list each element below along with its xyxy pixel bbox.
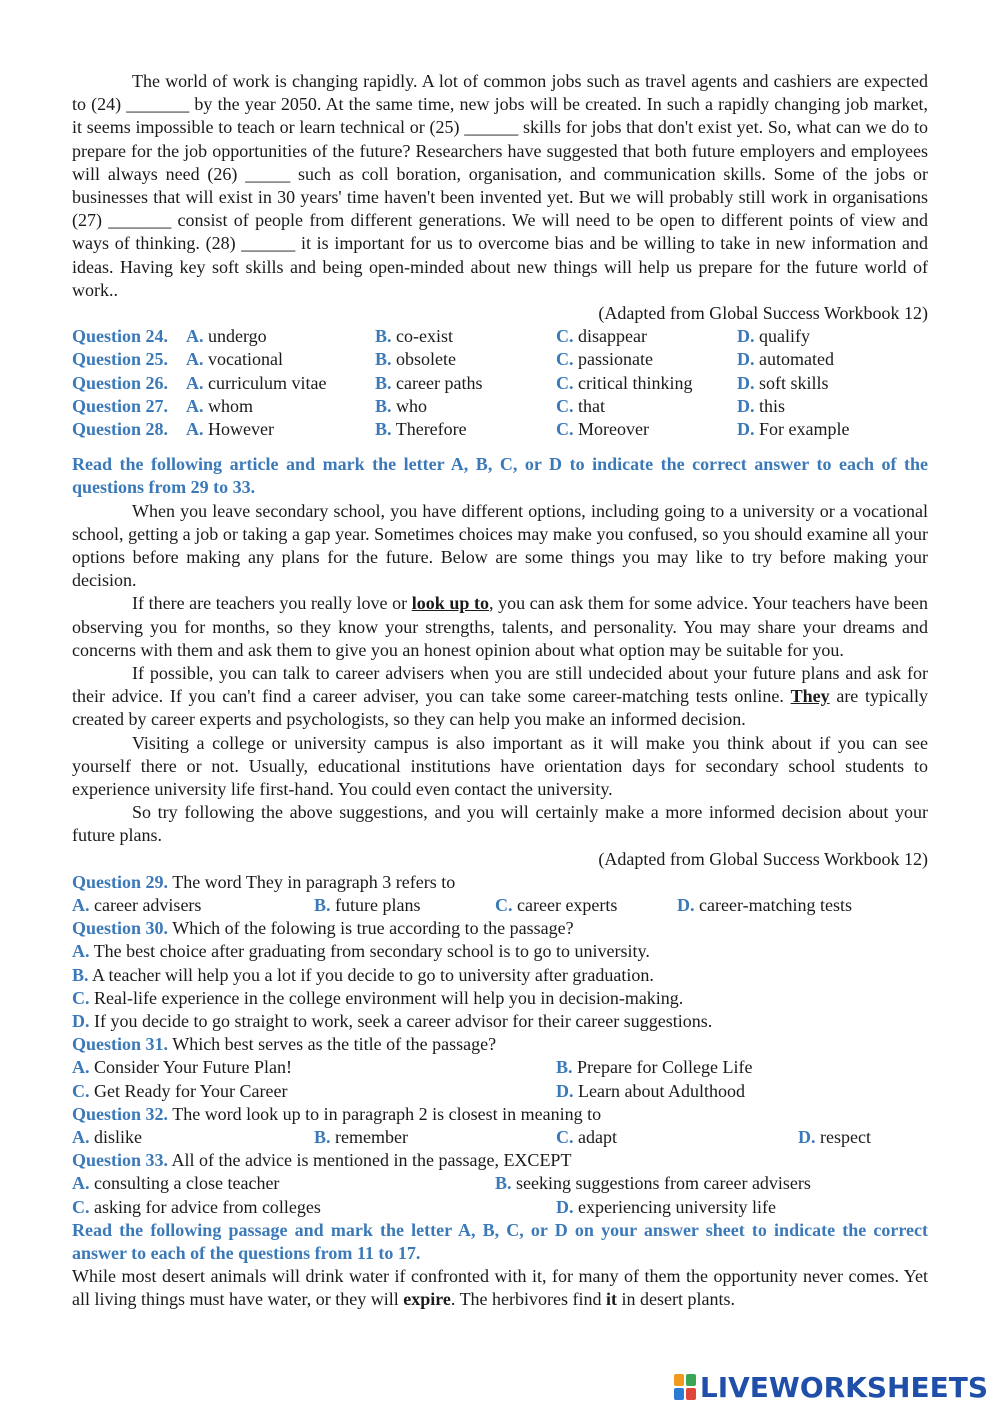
passage2-paragraph-2: If there are teachers you really love or look up to, you can ask them for some advice. Your teachers have been observing you for months, so they know your strengths, talents, and personality. You may share your dreams and concerns with them and ask them to give you an honest opinion about what option may be suitable for you. (72, 593, 929, 660)
liveworksheets-logo-icon (674, 1374, 696, 1400)
question-33-options-row1 (72, 1172, 928, 1195)
q30-option-c[interactable]: C. Real-life experience in the college environment will help you in decision-making. (72, 987, 684, 1008)
option-b[interactable]: B. who (375, 395, 428, 416)
option-d[interactable]: D. this (737, 395, 786, 416)
logo-text: LIVEWORKSHEETS (699, 1370, 988, 1404)
passage1-paragraph: The world of work is changing rapidly. A lot of common jobs such as travel agents and cashiers are expected to (24) _______ by the year 2050. At the same time, new jobs will be created. In such a rapidly changing job market, it seems impossible to teach or learn technical or (25) ______ skills for jobs that don't exist yet. So, what can we do to prepare for the job opportunities of the future? Researchers have suggested that both future employers and employees will always need (26) _____ such as coll boration, organisation, and communication skills. Some of the jobs or businesses that will exist in 30 years' time haven't been invented yet. But we will probably still work in organisations (27) _______ consist of people from different generations. We will need to be open to different points of view and ways of thinking. (28) ______ it is important for us to overcome bias and be willing to take in new information and ideas. Having key soft skills and being open-minded about new things will help us prepare for the future world of work.. (72, 71, 928, 300)
question-33-stem: Question 33. All of the advice is mentioned in the passage, EXCEPT (72, 1150, 572, 1171)
question-29-stem: Question 29. The word They in paragraph 3 refers to (72, 871, 456, 892)
instruction-11-17: Read the following passage and mark the letter A, B, C, or D on your answer sheet to indicate the correct answer to each of the questions from 11 to 17. (72, 1219, 928, 1263)
q29-option-d[interactable]: D. career-matching tests (677, 895, 853, 916)
q31-option-b[interactable]: B. Prepare for College Life (556, 1057, 753, 1078)
question-label: Question 24. (72, 326, 169, 347)
passage3-paragraph: While most desert animals will drink water if confronted with it, for many of them the opportunity never comes. Yet all living things must have water, or they will expire. The herbivores find it in desert plants. (72, 1266, 928, 1310)
passage2-source: (Adapted from Global Success Workbook 12) (598, 848, 928, 869)
q30-option-a[interactable]: A. The best choice after graduating from secondary school is to go to university. (72, 941, 650, 962)
q31-option-c[interactable]: C. Get Ready for Your Career (72, 1080, 288, 1101)
option-b[interactable]: B. career paths (375, 372, 483, 393)
question-row (72, 325, 928, 348)
question-33-options-row2 (72, 1196, 928, 1219)
option-c[interactable]: C. passionate (556, 349, 653, 370)
option-a[interactable]: A. However (186, 418, 274, 439)
question-row (72, 395, 928, 418)
q29-option-c[interactable]: C. career experts (495, 895, 618, 916)
q33-option-a[interactable]: A. consulting a close teacher (72, 1173, 280, 1194)
worksheet-page (72, 70, 928, 1312)
question-row (72, 372, 928, 395)
option-b[interactable]: B. co-exist (375, 326, 453, 347)
q30-option-b[interactable]: B. A teacher will help you a lot if you decide to go to university after graduation. (72, 964, 654, 985)
q33-option-c[interactable]: C. asking for advice from colleges (72, 1196, 321, 1217)
option-d[interactable]: D. automated (737, 349, 834, 370)
highlight-they: They (790, 686, 830, 707)
question-row (72, 348, 928, 371)
liveworksheets-logo[interactable] (674, 1370, 988, 1404)
q29-option-a[interactable]: A. career advisers (72, 895, 202, 916)
option-a[interactable]: A. curriculum vitae (186, 372, 327, 393)
option-a[interactable]: A. whom (186, 395, 253, 416)
highlight-look-up-to: look up to (411, 593, 489, 614)
question-31-options-row2 (72, 1080, 928, 1103)
option-d[interactable]: D. soft skills (737, 372, 829, 393)
option-d[interactable]: D. qualify (737, 326, 810, 347)
q33-option-b[interactable]: B. seeking suggestions from career advisers (495, 1173, 811, 1194)
question-29-options (72, 894, 928, 917)
passage2-paragraph-5: So try following the above suggestions, and you will certainly make a more informed decision about your future plans. (72, 802, 928, 846)
question-label: Question 25. (72, 349, 169, 370)
question-label: Question 26. (72, 372, 169, 393)
option-a[interactable]: A. undergo (186, 326, 267, 347)
instruction-29-33: Read the following article and mark the letter A, B, C, or D to indicate the correct answer to each of the questions from 29 to 33. (72, 454, 928, 498)
q32-option-a[interactable]: A. dislike (72, 1127, 142, 1148)
question-label: Question 27. (72, 395, 169, 416)
q30-option-d[interactable]: D. If you decide to go straight to work, seek a career advisor for their career suggestions. (72, 1011, 713, 1032)
questions-24-28 (72, 325, 928, 441)
q32-option-b[interactable]: B. remember (314, 1127, 408, 1148)
question-30-stem: Question 30. Which of the folowing is true according to the passage? (72, 918, 574, 939)
option-c[interactable]: C. disappear (556, 326, 647, 347)
option-b[interactable]: B. Therefore (375, 418, 467, 439)
q32-option-d[interactable]: D. respect (798, 1127, 871, 1148)
question-31-stem: Question 31. Which best serves as the title of the passage? (72, 1034, 497, 1055)
option-b[interactable]: B. obsolete (375, 349, 457, 370)
q32-option-c[interactable]: C. adapt (556, 1127, 617, 1148)
passage2-paragraph-3: If possible, you can talk to career advisers when you are still undecided about your future plans and ask for their advice. If you can't find a career adviser, you can take some career-matching tests online. They are typically created by career experts and psychologists, so they can help you make an informed decision. (72, 663, 928, 730)
q31-option-a[interactable]: A. Consider Your Future Plan! (72, 1057, 293, 1078)
q31-option-d[interactable]: D. Learn about Adulthood (556, 1080, 745, 1101)
option-a[interactable]: A. vocational (186, 349, 283, 370)
question-32-stem: Question 32. The word look up to in paragraph 2 is closest in meaning to (72, 1103, 602, 1124)
question-31-options-row1 (72, 1056, 928, 1079)
passage2-paragraph-4: Visiting a college or university campus is also important as it will make you think about if you can see yourself there or not. Usually, educational institutions have orientation days for secondary school students to experience university life first-hand. You could even contact the university. (72, 732, 928, 800)
q33-option-d[interactable]: D. experiencing university life (556, 1196, 776, 1217)
option-d[interactable]: D. For example (737, 418, 850, 439)
passage1-source: (Adapted from Global Success Workbook 12) (598, 303, 928, 324)
question-label: Question 28. (72, 418, 169, 439)
passage2-paragraph-1: When you leave secondary school, you have different options, including going to a university or a vocational school, getting a job or taking a gap year. Sometimes choices may make you confused, so you should examine all your options before making any plans for the future. Below are some things you may like to try before making your decision. (72, 500, 928, 591)
q29-option-b[interactable]: B. future plans (314, 895, 421, 916)
question-row (72, 418, 928, 441)
option-c[interactable]: C. Moreover (556, 418, 649, 439)
question-32-options (72, 1126, 928, 1149)
option-c[interactable]: C. critical thinking (556, 372, 693, 393)
option-c[interactable]: C. that (556, 395, 605, 416)
